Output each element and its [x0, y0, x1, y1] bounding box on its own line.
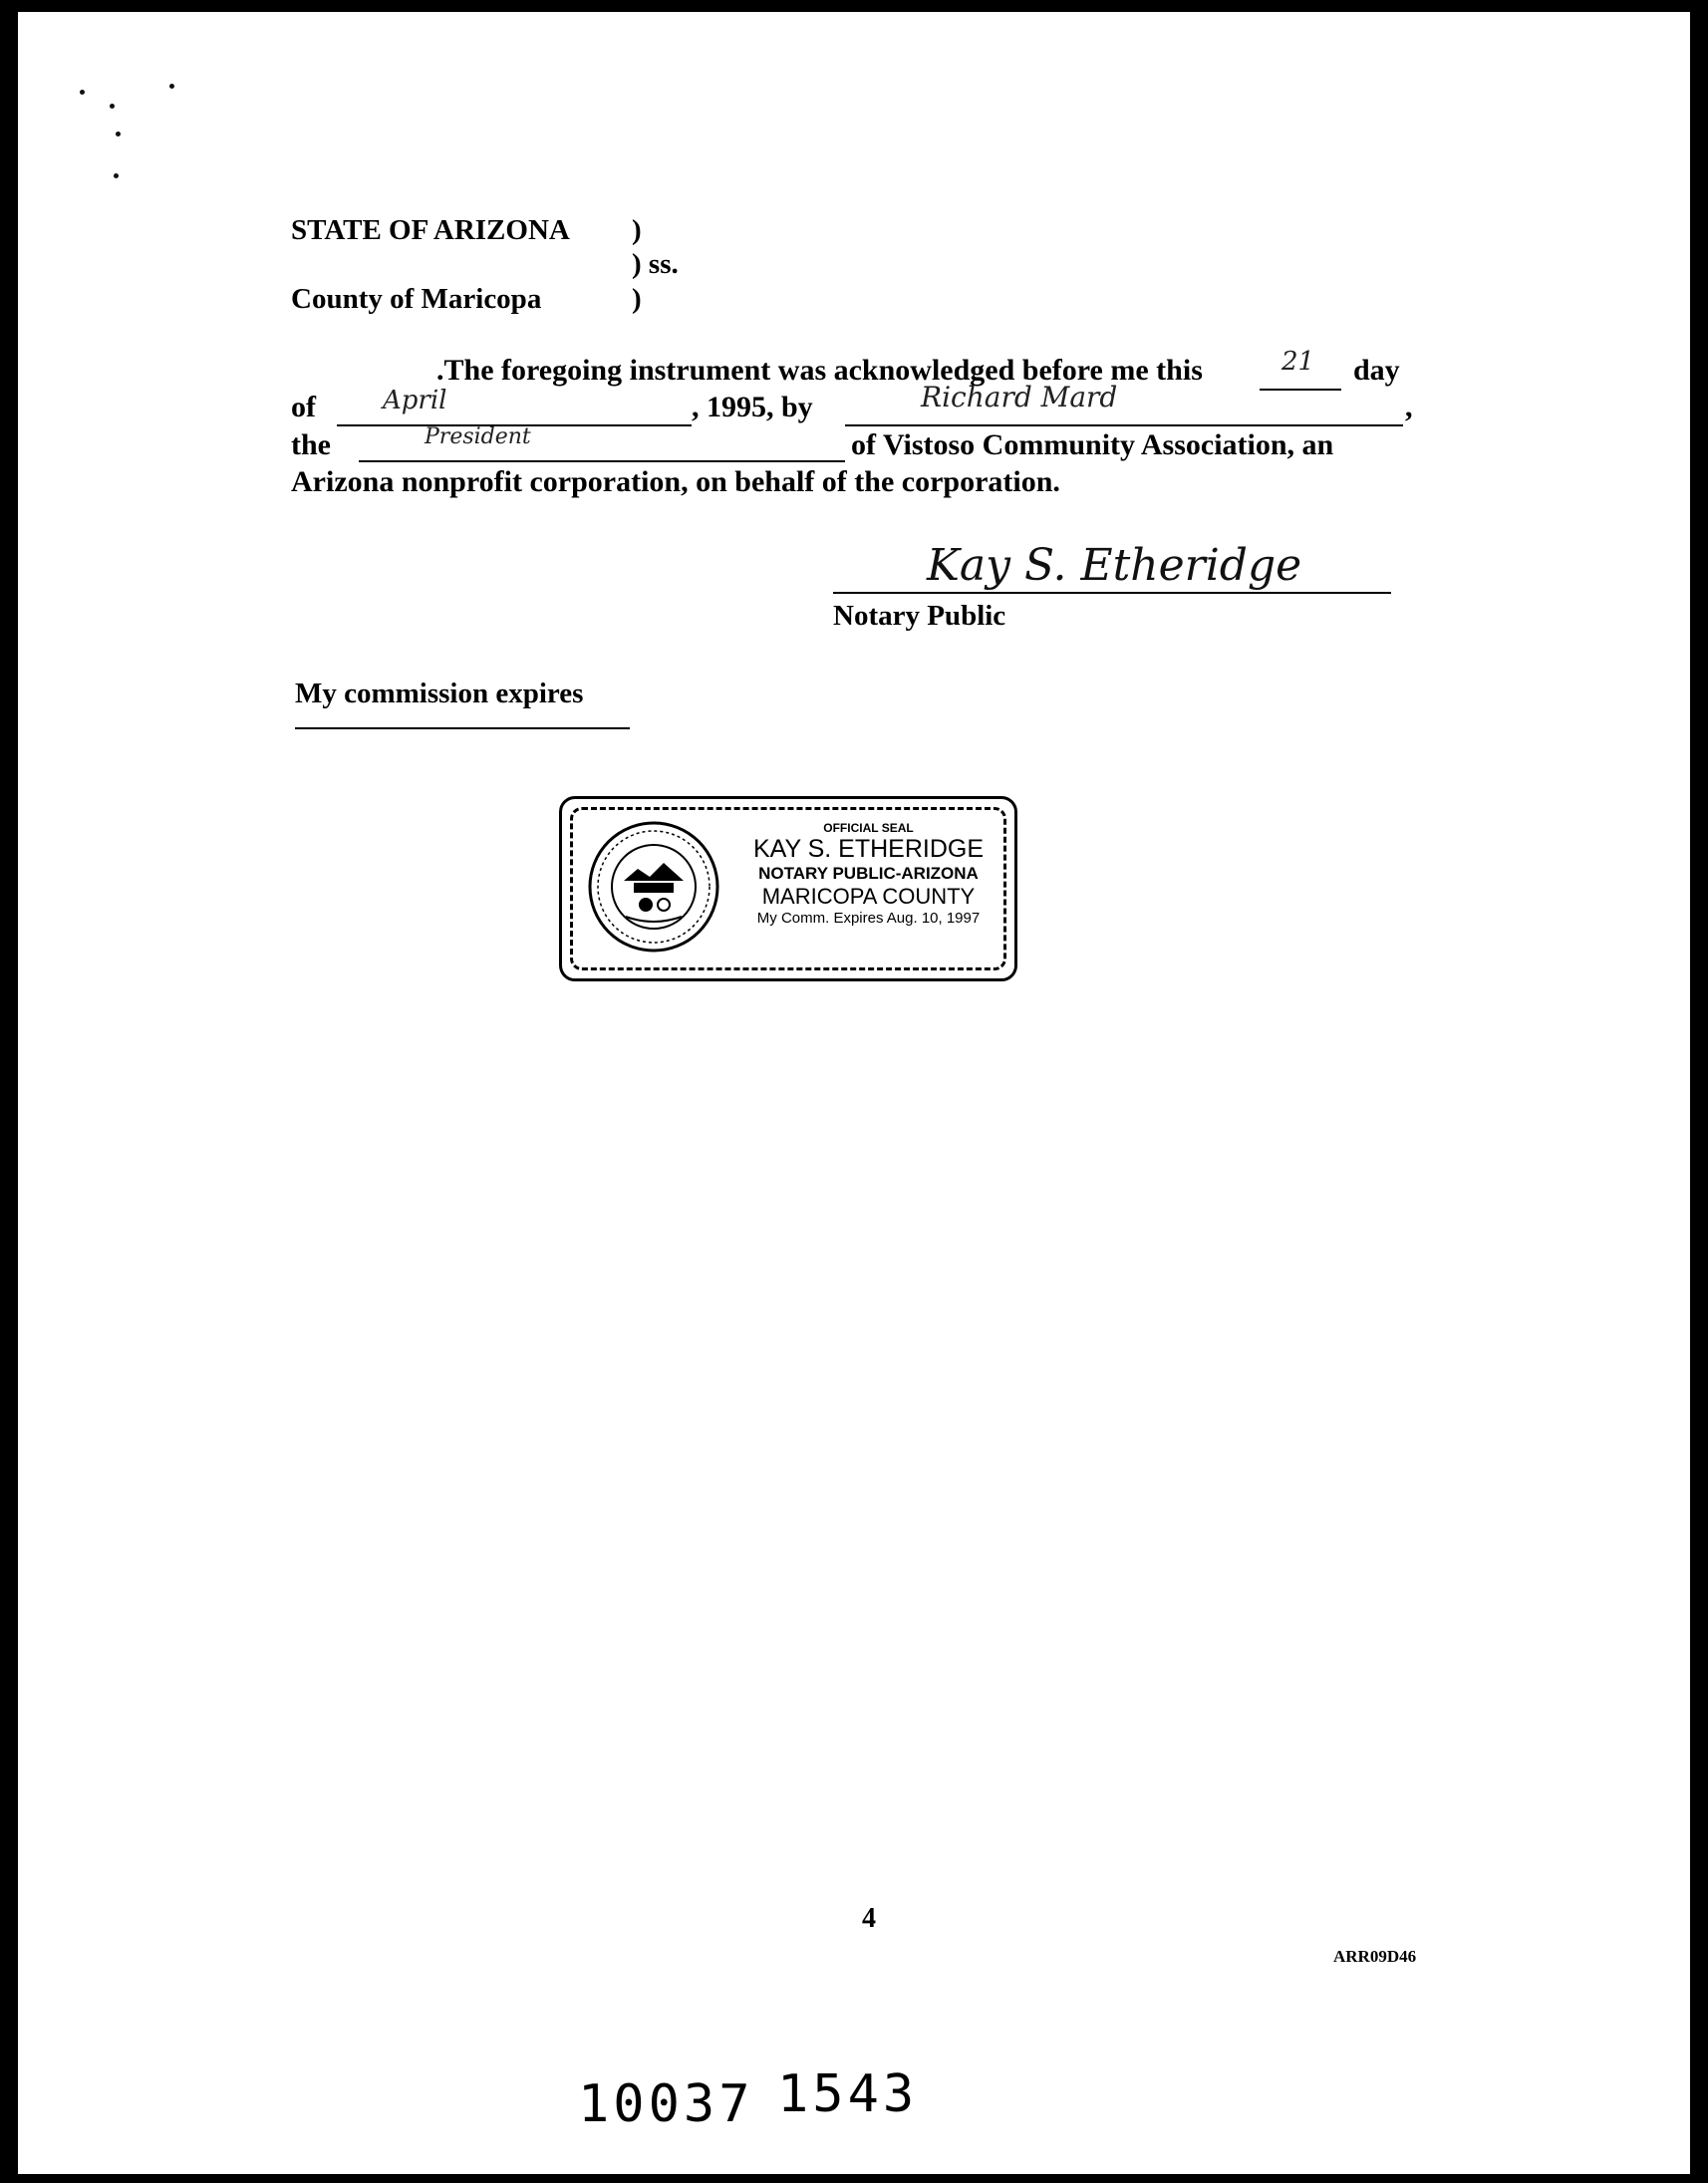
document-code: ARR09D46: [1333, 1947, 1417, 1966]
notary-seal: [559, 796, 1017, 981]
seal-expiration: My Comm. Expires Aug. 10, 1997: [756, 910, 981, 927]
association-text: of Vistoso Community Association, an: [851, 428, 1334, 461]
day-blank: [1260, 389, 1341, 391]
day-handwritten: 21: [1281, 347, 1315, 377]
stamp-number-left: 10037: [578, 2074, 754, 2134]
notary-public-label: Notary Public: [833, 600, 1006, 632]
title-handwritten: President: [425, 424, 531, 449]
header-paren-1: ): [632, 214, 642, 246]
commission-label: My commission expires: [295, 678, 584, 709]
commission-blank: [295, 727, 630, 729]
seal-official-label: OFFICIAL SEAL: [823, 821, 914, 835]
the-label: the: [291, 428, 331, 461]
state-heading: STATE OF ARIZONA: [291, 214, 570, 246]
day-label: day: [1353, 354, 1400, 387]
of-label: of: [291, 391, 316, 423]
seal-county: MARICOPA COUNTY: [761, 884, 976, 909]
person-handwritten: Richard Mard: [921, 381, 1118, 413]
year-text: , 1995, by: [692, 391, 813, 423]
person-blank: [845, 424, 1403, 426]
notary-signature: Kay S. Etheridge: [927, 540, 1302, 591]
state-seal-emblem-icon: [586, 819, 721, 955]
month-handwritten: April: [383, 386, 447, 415]
page-number: 4: [862, 1903, 876, 1934]
title-blank: [359, 460, 845, 462]
header-paren-3: ): [632, 283, 642, 315]
person-comma: ,: [1405, 391, 1413, 423]
ss-marker: ) ss.: [632, 248, 679, 280]
county-heading: County of Maricopa: [291, 283, 542, 315]
ack-line-4: Arizona nonprofit corporation, on behalf of the corporation.: [291, 465, 1060, 498]
seal-role: NOTARY PUBLIC-ARIZONA: [758, 864, 979, 883]
seal-notary-name: KAY S. ETHERIDGE: [752, 835, 985, 863]
document-page: [18, 12, 1690, 2174]
signature-line: [833, 592, 1391, 594]
ack-line-1: .The foregoing instrument was acknowledged before me this: [436, 354, 1203, 387]
stamp-number-right: 1543: [777, 2064, 919, 2124]
